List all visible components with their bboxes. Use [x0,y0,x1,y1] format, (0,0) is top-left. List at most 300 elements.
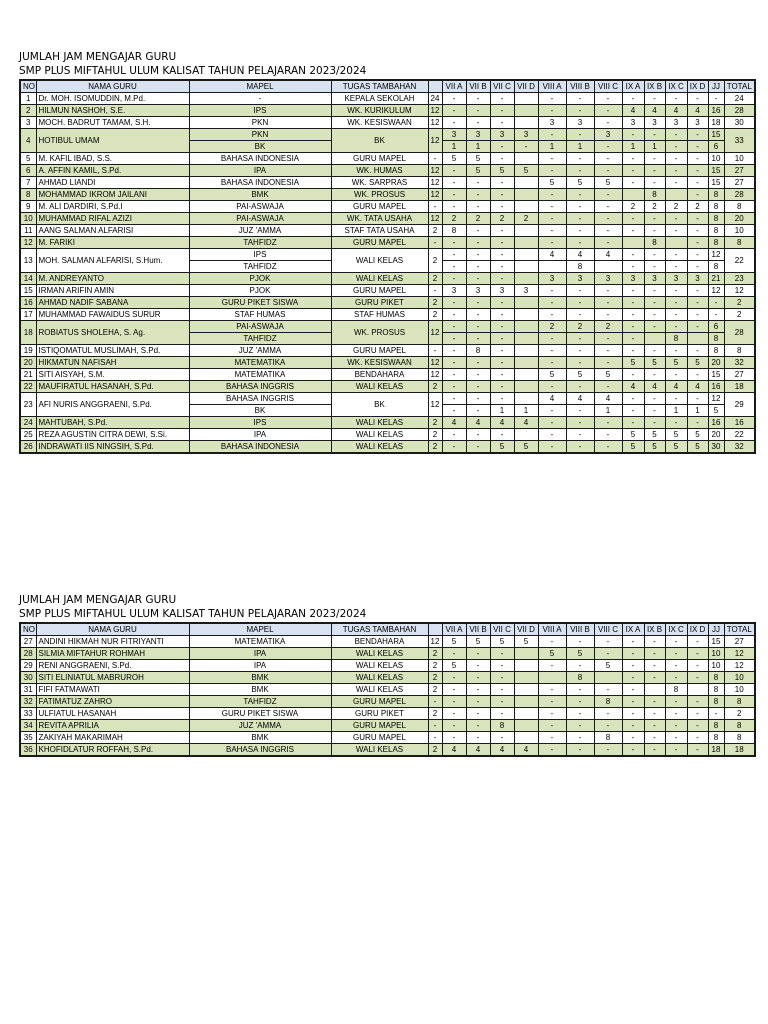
cell-jam-tugas: 2 [428,648,442,660]
cell-total: 23 [724,273,755,285]
cell-vii-a: - [442,105,466,117]
cell-viii-c: - [594,153,622,165]
cell-vii-a: - [442,309,466,321]
cell-total: 27 [724,636,755,648]
cell-jam-tugas: 2 [428,744,442,757]
cell-viii-a: - [538,225,566,237]
header-tugas-tambahan: TUGAS TAMBAHAN [331,623,428,636]
cell-ix-d: - [687,660,708,672]
cell-vii-d [514,225,538,237]
table-row [20,321,755,333]
cell-jam-tugas: 24 [428,93,442,105]
cell-nama-guru: M. ANDREYANTO [36,273,189,285]
cell-vii-a: - [442,93,466,105]
cell-nama-guru: REZA AGUSTIN CITRA DEWI, S.Si. [36,429,189,441]
cell-mapel: BAHASA INDONESIA [189,441,331,454]
cell-viii-a: - [538,237,566,249]
cell-jj: 8 [708,732,724,744]
cell-ix-d: - [687,393,708,405]
cell-vii-c: - [490,393,514,405]
cell-ix-b: - [644,732,665,744]
cell-viii-c: - [594,225,622,237]
cell-ix-d [687,684,708,696]
cell-mapel: BK [189,141,331,153]
cell-ix-d: - [687,672,708,684]
cell-viii-a: - [538,381,566,393]
cell-ix-c: - [665,708,687,720]
cell-ix-c: - [665,225,687,237]
teacher-hours-table [19,622,756,757]
cell-ix-d: - [687,720,708,732]
cell-vii-b: - [466,720,490,732]
cell-jj: 8 [708,237,724,249]
cell-jam-tugas: - [428,285,442,297]
cell-vii-d: 3 [514,129,538,141]
table-row [20,93,755,105]
cell-tugas-tambahan: GURU MAPEL [331,237,428,249]
cell-vii-b: - [466,105,490,117]
header-ix-a: IX A [622,80,644,93]
cell-ix-d: - [687,648,708,660]
table-row [20,708,755,720]
cell-vii-c: - [490,105,514,117]
cell-vii-c: 3 [490,129,514,141]
cell-jj: 8 [708,684,724,696]
cell-viii-b: - [566,189,594,201]
cell-viii-b: 2 [566,321,594,333]
cell-vii-b: 3 [466,285,490,297]
cell-viii-a: - [538,93,566,105]
cell-ix-b: - [644,249,665,261]
cell-ix-c: - [665,417,687,429]
cell-jj: 16 [708,381,724,393]
cell-vii-a: - [442,441,466,454]
cell-ix-a: - [622,297,644,309]
cell-tugas-tambahan: STAF HUMAS [331,309,428,321]
cell-no: 22 [20,381,36,393]
cell-viii-c: - [594,333,622,345]
cell-mapel: BAHASA INGGRIS [189,381,331,393]
cell-viii-c [594,672,622,684]
cell-ix-b: - [644,297,665,309]
header-row [20,80,755,93]
cell-vii-b: 8 [466,345,490,357]
cell-ix-a [622,237,644,249]
cell-no: 1 [20,93,36,105]
cell-viii-c: - [594,201,622,213]
cell-ix-b: 3 [644,273,665,285]
cell-ix-c: - [665,153,687,165]
table-row [20,429,755,441]
cell-jam-tugas: 2 [428,381,442,393]
cell-no: 11 [20,225,36,237]
cell-vii-d [514,273,538,285]
cell-ix-b: 4 [644,105,665,117]
cell-ix-a: - [622,153,644,165]
cell-ix-c: - [665,129,687,141]
cell-vii-c: - [490,309,514,321]
cell-tugas-tambahan: BENDAHARA [331,636,428,648]
cell-vii-b: - [466,684,490,696]
cell-ix-d: - [687,189,708,201]
cell-vii-a: 5 [442,636,466,648]
cell-viii-c: 3 [594,273,622,285]
cell-no: 14 [20,273,36,285]
cell-ix-c: - [665,93,687,105]
cell-mapel: TAHFIDZ [189,696,331,708]
cell-ix-b: - [644,744,665,757]
cell-vii-b: - [466,177,490,189]
cell-ix-a: 5 [622,441,644,454]
header-nama-guru: NAMA GURU [36,80,189,93]
cell-vii-b: - [466,249,490,261]
header-vii-a: VII A [442,80,466,93]
cell-ix-a: - [622,249,644,261]
cell-total: 28 [724,189,755,201]
cell-vii-b: - [466,732,490,744]
header-ix-b: IX B [644,80,665,93]
cell-total: 8 [724,237,755,249]
cell-viii-c: - [594,429,622,441]
header-viii-a: VIII A [538,80,566,93]
header-viii-c: VIII C [594,623,622,636]
header-vii-b: VII B [466,80,490,93]
cell-vii-a: - [442,165,466,177]
cell-ix-c: - [665,261,687,273]
cell-mapel: IPS [189,249,331,261]
cell-viii-b: - [566,165,594,177]
cell-viii-b: 3 [566,117,594,129]
cell-viii-b: 5 [566,369,594,381]
cell-jam-tugas: 2 [428,225,442,237]
header-jam-tugas [428,623,442,636]
header-mapel: MAPEL [189,623,331,636]
cell-viii-b: - [566,429,594,441]
cell-vii-d: 5 [514,441,538,454]
cell-no: 26 [20,441,36,454]
cell-jam-tugas: - [428,696,442,708]
cell-ix-d: - [687,297,708,309]
cell-ix-b: - [644,345,665,357]
cell-tugas-tambahan: WK. PROSUS [331,189,428,201]
cell-viii-a: - [538,660,566,672]
cell-ix-d: - [687,141,708,153]
cell-vii-d [514,696,538,708]
cell-total: 2 [724,297,755,309]
cell-vii-a: 5 [442,153,466,165]
cell-ix-c: - [665,720,687,732]
doc-subtitle: SMP PLUS MIFTAHUL ULUM KALISAT TAHUN PELAJARAN 2023/2024 [19,608,367,620]
cell-ix-a: - [622,165,644,177]
cell-mapel: GURU PIKET SISWA [189,297,331,309]
cell-vii-d: 3 [514,285,538,297]
header-jam-tugas [428,80,442,93]
cell-ix-c: - [665,345,687,357]
cell-jj: 10 [708,660,724,672]
cell-viii-c: 3 [594,129,622,141]
cell-ix-b: - [644,93,665,105]
cell-vii-a: - [442,369,466,381]
cell-ix-b: - [644,648,665,660]
cell-ix-b: 8 [644,237,665,249]
cell-jam-tugas: 2 [428,309,442,321]
cell-jam-tugas: - [428,345,442,357]
cell-tugas-tambahan: GURU MAPEL [331,285,428,297]
table-row [20,105,755,117]
cell-vii-d [514,321,538,333]
cell-vii-d [514,684,538,696]
cell-vii-d [514,117,538,129]
cell-total: 12 [724,660,755,672]
table-row [20,393,755,405]
cell-vii-b: - [466,321,490,333]
cell-total: 28 [724,105,755,117]
cell-total: 30 [724,117,755,129]
cell-no: 10 [20,213,36,225]
cell-nama-guru: INDRAWATI IIS NINGSIH, S.Pd. [36,441,189,454]
cell-jj: 15 [708,177,724,189]
cell-viii-c: 5 [594,369,622,381]
cell-total: 8 [724,732,755,744]
cell-ix-d: 5 [687,357,708,369]
cell-ix-a: - [622,309,644,321]
cell-vii-d [514,333,538,345]
cell-nama-guru: M. KAFIL IBAD, S.S. [36,153,189,165]
cell-jam-tugas: - [428,732,442,744]
cell-ix-c: 3 [665,117,687,129]
cell-mapel: GURU PIKET SISWA [189,708,331,720]
cell-viii-b: 5 [566,648,594,660]
cell-ix-d: - [687,321,708,333]
cell-ix-a: 2 [622,201,644,213]
cell-no: 8 [20,189,36,201]
cell-ix-a: - [622,345,644,357]
cell-vii-c: - [490,321,514,333]
cell-vii-b: - [466,117,490,129]
cell-total: 12 [724,648,755,660]
cell-no: 25 [20,429,36,441]
cell-no: 21 [20,369,36,381]
cell-tugas-tambahan: WK. KURIKULUM [331,105,428,117]
cell-jam-tugas: 12 [428,369,442,381]
cell-jj: 10 [708,153,724,165]
cell-vii-c: - [490,345,514,357]
cell-jam-tugas: - [428,201,442,213]
cell-total: 28 [724,321,755,345]
cell-ix-c [665,237,687,249]
cell-tugas-tambahan: WALI KELAS [331,744,428,757]
cell-total: 18 [724,381,755,393]
header-vii-a: VII A [442,623,466,636]
cell-no: 33 [20,708,36,720]
cell-viii-a: - [538,708,566,720]
cell-ix-d: - [687,369,708,381]
cell-total: 8 [724,696,755,708]
cell-viii-b: - [566,237,594,249]
cell-vii-d [514,261,538,273]
cell-no: 4 [20,129,36,153]
cell-nama-guru: SITI ELINIATUL MABRUROH [36,672,189,684]
cell-ix-a: - [622,177,644,189]
cell-viii-a: 1 [538,141,566,153]
cell-vii-b: - [466,405,490,417]
cell-jam-tugas: 12 [428,321,442,345]
cell-vii-d [514,381,538,393]
cell-ix-a: - [622,672,644,684]
cell-viii-b: 8 [566,672,594,684]
cell-mapel: PKN [189,129,331,141]
cell-vii-c: - [490,225,514,237]
cell-total: 2 [724,309,755,321]
table-row [20,285,755,297]
cell-viii-b: - [566,417,594,429]
cell-ix-a: 5 [622,429,644,441]
cell-viii-b: - [566,684,594,696]
header-vii-d: VII D [514,80,538,93]
cell-tugas-tambahan: GURU PIKET [331,297,428,309]
cell-ix-b: 8 [644,189,665,201]
table-row [20,696,755,708]
cell-total: 12 [724,285,755,297]
cell-tugas-tambahan: GURU MAPEL [331,153,428,165]
cell-viii-b: - [566,357,594,369]
cell-vii-c: - [490,189,514,201]
cell-jj: 12 [708,393,724,405]
cell-vii-b: - [466,225,490,237]
cell-jj: 8 [708,696,724,708]
cell-nama-guru: ULFIATUL HASANAH [36,708,189,720]
cell-jj: 20 [708,357,724,369]
cell-tugas-tambahan: WK. HUMAS [331,165,428,177]
cell-mapel: PKN [189,117,331,129]
cell-viii-b: - [566,213,594,225]
cell-viii-a: - [538,441,566,454]
cell-vii-c: - [490,177,514,189]
cell-vii-c: 5 [490,441,514,454]
cell-no: 2 [20,105,36,117]
table-row [20,153,755,165]
cell-jam-tugas: 12 [428,357,442,369]
cell-vii-b: - [466,309,490,321]
cell-no: 9 [20,201,36,213]
cell-ix-d: - [687,249,708,261]
cell-viii-c: - [594,684,622,696]
cell-viii-c: - [594,381,622,393]
cell-vii-b: - [466,429,490,441]
cell-viii-a: - [538,189,566,201]
cell-viii-b: - [566,285,594,297]
cell-vii-d: 1 [514,405,538,417]
cell-viii-c: 1 [594,405,622,417]
cell-viii-c: 5 [594,177,622,189]
cell-jam-tugas: 2 [428,708,442,720]
cell-no: 24 [20,417,36,429]
cell-ix-a: - [622,261,644,273]
cell-total: 27 [724,177,755,189]
header-viii-a: VIII A [538,623,566,636]
cell-ix-d: - [687,345,708,357]
cell-total: 22 [724,429,755,441]
cell-vii-d [514,105,538,117]
cell-vii-a: - [442,357,466,369]
cell-vii-b: 4 [466,744,490,757]
cell-nama-guru: HIKMATUN NAFISAH [36,357,189,369]
cell-vii-c: - [490,93,514,105]
cell-viii-c: - [594,297,622,309]
cell-ix-a: - [622,333,644,345]
cell-vii-d [514,189,538,201]
cell-mapel: BAHASA INDONESIA [189,153,331,165]
table-row [20,720,755,732]
cell-viii-b: - [566,333,594,345]
cell-viii-b: - [566,381,594,393]
cell-mapel: PAI-ASWAJA [189,201,331,213]
cell-mapel: TAHFIDZ [189,333,331,345]
header-vii-d: VII D [514,623,538,636]
cell-viii-b: - [566,105,594,117]
cell-vii-a: - [442,732,466,744]
cell-no: 36 [20,744,36,757]
cell-mapel: IPS [189,417,331,429]
cell-viii-a: - [538,105,566,117]
table-row [20,129,755,141]
cell-vii-d [514,201,538,213]
cell-tugas-tambahan: WALI KELAS [331,381,428,393]
cell-viii-c: 8 [594,696,622,708]
cell-vii-a: - [442,117,466,129]
cell-vii-a: - [442,261,466,273]
cell-viii-a: - [538,636,566,648]
cell-ix-a: - [622,696,644,708]
cell-ix-a: - [622,285,644,297]
doc-title: JUMLAH JAM MENGAJAR GURU [19,51,177,63]
cell-ix-b: - [644,636,665,648]
cell-tugas-tambahan: WK. KESISWAAN [331,117,428,129]
cell-ix-d: - [687,636,708,648]
cell-nama-guru: M. FARIKI [36,237,189,249]
cell-vii-a: 3 [442,285,466,297]
cell-ix-a: 5 [622,357,644,369]
cell-vii-b: - [466,369,490,381]
doc-subtitle: SMP PLUS MIFTAHUL ULUM KALISAT TAHUN PELAJARAN 2023/2024 [19,65,367,77]
cell-vii-d [514,237,538,249]
cell-jam-tugas: 12 [428,129,442,153]
cell-jj: 5 [708,405,724,417]
cell-vii-d: 4 [514,417,538,429]
cell-mapel: IPS [189,105,331,117]
cell-viii-b: - [566,720,594,732]
cell-vii-a: - [442,201,466,213]
cell-ix-a: - [622,393,644,405]
cell-jj: 10 [708,648,724,660]
cell-viii-c: - [594,636,622,648]
cell-vii-d [514,660,538,672]
cell-ix-c: - [665,648,687,660]
cell-viii-a [538,261,566,273]
cell-nama-guru: FIFI FATMAWATI [36,684,189,696]
cell-vii-b: - [466,393,490,405]
cell-jj: 8 [708,333,724,345]
cell-viii-b: - [566,153,594,165]
cell-total: 20 [724,213,755,225]
header-ix-c: IX C [665,623,687,636]
cell-ix-b: - [644,672,665,684]
cell-vii-c: - [490,141,514,153]
cell-ix-a: 3 [622,273,644,285]
cell-vii-d [514,732,538,744]
cell-jam-tugas: 12 [428,105,442,117]
cell-vii-b: - [466,441,490,454]
